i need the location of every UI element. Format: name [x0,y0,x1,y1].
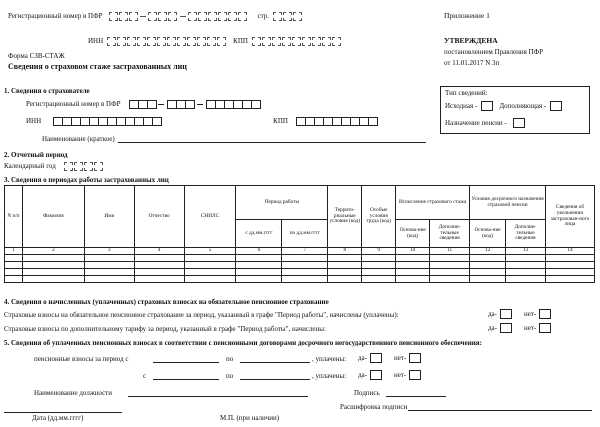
section5-row2-choices [358,370,421,380]
position-line[interactable] [128,396,308,397]
signature-decode-line[interactable] [408,410,592,411]
col-basis: Основа-ние (код) [396,220,430,248]
section5-to-label-1: по [226,355,234,363]
col-dismissal: Сведения об увольнении застрахован-ного лица [545,186,594,248]
section1-kpp-cells[interactable] [296,117,377,126]
section5-yes-box-1[interactable] [370,353,382,363]
section5-row1-choices [358,353,421,363]
col-number: 13 [506,248,546,255]
col-patronymic: Отчество [134,186,184,248]
section4-no-box-2[interactable] [539,323,551,333]
type-row1 [445,101,562,111]
date-label: Дата (дд.мм.гггг) [32,414,84,422]
section5-no-label: нет- [394,370,407,379]
col-name: Имя [84,186,134,248]
col-insurance-calc: Исчисление страхового стажа [396,186,470,220]
section5-title: 5. Сведения об уплаченных пенсионных взносах в соответствии с пенсионными договорами досрочного негосударственного пенсионного обеспечения: [4,339,482,347]
section4-line1: Страховые взносы на обязательное пенсионное страхование за период, указанный в графе "Период работы", начислены (уплачены): [4,311,399,319]
col-number: 6 [236,248,282,255]
page-title: Сведения о страховом стаже застрахованных лиц [8,62,187,71]
position-label: Наименование должности [34,389,112,397]
col-to: по дд.мм.гггг [282,220,328,248]
section1-inn-row [26,117,377,126]
type-row2 [445,118,525,128]
approved-label: УТВЕРЖДЕНА [444,36,498,45]
header-inn-row [88,37,342,46]
section4-yes-box-1[interactable] [500,309,512,319]
appendix-label: Приложение 1 [444,11,490,20]
table-row[interactable] [5,261,595,268]
col-early-pension: Условия досрочного назначения страховой пенсии [470,186,546,220]
signature-line[interactable] [386,396,446,397]
section5-from-line-1[interactable] [153,362,219,363]
section1-name-line[interactable] [118,142,426,143]
section2-title: 2. Отчетный период [4,151,68,159]
col-number: 5 [184,248,236,255]
section5-from-line-2[interactable] [153,379,219,380]
type-pension-box[interactable] [513,118,525,128]
col-number: 4 [134,248,184,255]
section1-inn-label: ИНН [26,117,42,126]
col-number: 7 [282,248,328,255]
table-row[interactable] [5,275,595,282]
section4-yes-box-2[interactable] [500,323,512,333]
col-num: N п/п [5,186,23,248]
header-inn-cells[interactable] [107,37,227,46]
section5-from-label-2: с [143,372,147,380]
col-number: 14 [545,248,594,255]
section4-no-box-1[interactable] [539,309,551,319]
type-additional-box[interactable] [550,101,562,111]
type-initial-label: Исходная - [445,101,478,110]
header-kpp-cells[interactable] [252,37,342,46]
column-numbers-row [5,248,595,255]
header-kpp-label: КПП [233,37,248,46]
type-initial-box[interactable] [481,101,493,111]
section4-no-label: нет- [524,309,537,318]
section2-year-cells[interactable] [64,162,104,171]
section5-yes-label: да- [358,370,367,379]
approved-by-label: постановлением Правления ПФР [444,48,544,56]
type-pension-label: Назначение пенсии - [445,118,507,127]
section4-line2: Страховые взносы по дополнительному тарифу за период, указанный в графе "Период работы", начислены: [4,325,326,333]
section5-paid-label-1: , уплачены: [312,355,347,363]
section5-no-box-1[interactable] [409,353,421,363]
section4-no-label: нет- [524,323,537,332]
work-periods-table [4,185,595,283]
section4-yes-label: да- [488,309,497,318]
stamp-label: М.П. (при наличии) [220,414,280,422]
section5-to-label-2: по [226,372,234,380]
col-number: 1 [5,248,23,255]
col-number: 8 [328,248,362,255]
section1-name-label: Наименование (краткое) [42,135,115,143]
section5-yes-box-2[interactable] [370,370,382,380]
section1-inn-cells[interactable] [53,117,161,126]
section4-row2-choices [488,323,551,333]
section5-prefix: пенсионные взносы за период с [34,355,129,363]
col-territorial: Террито-риальные условия (код) [328,186,362,248]
header-page-label: стр. [257,12,270,21]
col-additional-info: Дополни-тельные сведения [430,220,470,248]
header-reg-cells[interactable] [109,12,248,21]
section4-title: 4. Сведения о начисленных (уплаченных) страховых взносах на обязательное пенсионное страхование [4,298,329,306]
type-title: Тип сведений: [445,89,488,97]
section3-title: 3. Сведения о периодах работы застрахованных лиц [4,176,169,184]
col-from: с дд.мм.гггг [236,220,282,248]
table-row[interactable] [5,254,595,261]
col-additional-info2: Дополни-тельные сведения [506,220,546,248]
col-number: 3 [84,248,134,255]
section5-no-label: нет- [394,353,407,362]
section5-paid-label-2: , уплачены: [312,372,347,380]
section1-reg-row [26,100,260,109]
col-basis2: Основа-ние (код) [470,220,506,248]
col-surname: Фамилия [22,186,84,248]
section1-reg-cells[interactable] [129,100,260,109]
section2-year-row [4,162,104,171]
type-box [440,86,590,134]
col-snils: СНИЛС [184,186,236,248]
approved-date-label: от 11.01.2017 N 3п [444,59,500,67]
col-number: 12 [470,248,506,255]
header-reg-row [8,12,303,21]
section5-to-line-1[interactable] [240,362,310,363]
col-number: 11 [430,248,470,255]
section4-row1-choices [488,309,551,319]
section5-yes-label: да- [358,353,367,362]
table-row[interactable] [5,268,595,275]
section5-to-line-2[interactable] [240,379,310,380]
date-line[interactable] [4,412,122,413]
header-page-cells[interactable] [273,12,303,21]
section1-reg-label: Регистрационный номер в ПФР [26,100,121,109]
col-special: Особые условия труда (код) [362,186,396,248]
section5-no-box-2[interactable] [409,370,421,380]
col-number: 2 [22,248,84,255]
section1-kpp-label: КПП [273,117,288,126]
section1-title: 1. Сведения о страхователе [4,87,90,95]
section4-yes-label: да- [488,323,497,332]
signature-label: Подпись [354,389,380,397]
header-inn-label: ИНН [88,37,104,46]
header-reg-label: Регистрационный номер в ПФР [8,12,103,21]
col-work-period: Период работы [236,186,328,220]
form-name: Форма СЗВ-СТАЖ [8,52,65,60]
col-number: 10 [396,248,430,255]
section2-year-label: Календарный год [4,162,56,171]
col-number: 9 [362,248,396,255]
type-additional-label: Дополняющая - [499,101,547,110]
signature-decode-label: Расшифровка подписи [340,403,408,411]
